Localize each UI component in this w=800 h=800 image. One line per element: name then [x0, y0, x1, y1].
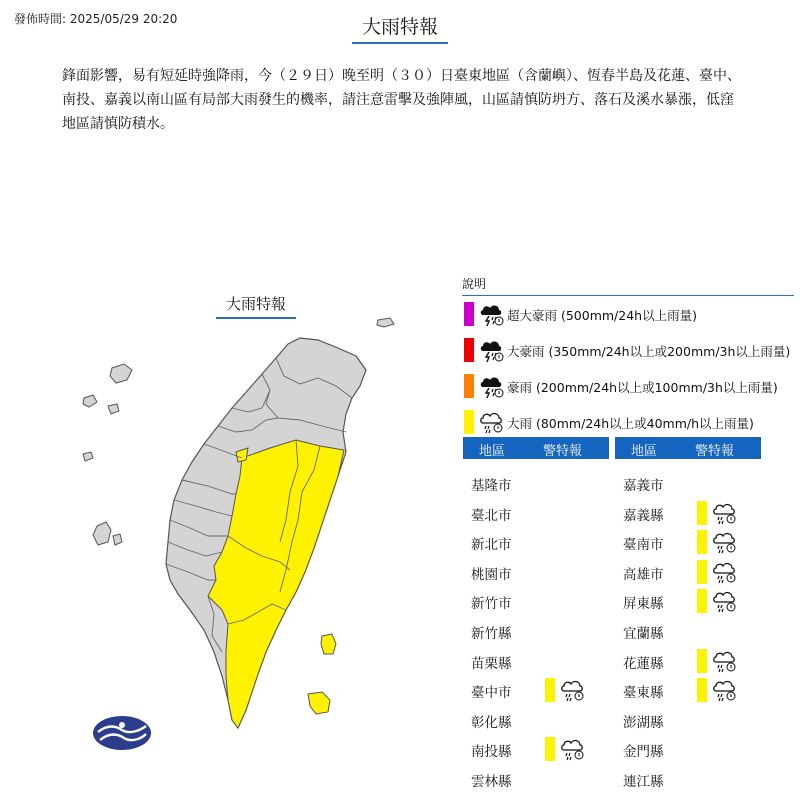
region-name: 宜蘭縣	[623, 626, 664, 642]
warning-icon	[559, 736, 585, 762]
warning-map	[0, 280, 460, 800]
region-name: 金門縣	[623, 744, 664, 761]
legend	[462, 275, 794, 440]
region-name: 基隆市	[471, 478, 512, 494]
legend-swatch	[464, 410, 474, 434]
heavy-rain-swatch	[545, 678, 555, 702]
region-name: 澎湖縣	[623, 714, 664, 731]
header-warning: 警特報	[695, 444, 735, 459]
region-name: 雲林縣	[471, 774, 512, 790]
thunderstorm-rain-icon	[478, 372, 504, 400]
warning-icon	[711, 529, 737, 555]
penghu-island	[113, 534, 122, 545]
legend-item	[462, 332, 794, 368]
region-name: 花蓮縣	[623, 655, 664, 672]
header-region: 地區	[479, 444, 506, 459]
thunderstorm-rain-icon	[478, 300, 504, 328]
rain-cloud-icon	[478, 408, 504, 436]
map-title: 大雨特報	[216, 293, 296, 319]
legend-icon	[478, 372, 504, 400]
heavy-rain-swatch	[697, 530, 707, 554]
rain-cloud-icon	[711, 588, 737, 614]
warning-icon	[711, 588, 737, 614]
green-island	[321, 634, 336, 654]
legend-items	[462, 296, 794, 440]
penghu-island	[110, 364, 132, 383]
cwa-logo-icon	[93, 716, 151, 750]
rain-cloud-icon	[711, 529, 737, 555]
penghu-island	[83, 395, 97, 407]
region-name: 臺東縣	[623, 685, 664, 702]
taiwan-map-svg	[0, 280, 460, 800]
warning-description: 鋒面影響，易有短延時強降雨，今（２９日）晚至明（３０）日臺東地區（含蘭嶼）、恆春半島及花蓮、臺中、南投、嘉義以南山區有局部大雨發生的機率，請注意雷擊及強陣風，山區請慎防坍方、落石及溪水暴漲，低窪地區請慎防積水。	[62, 68, 741, 132]
region-name: 新竹市	[471, 596, 512, 613]
legend-text: 豪雨 (200mm/24h以上或100mm/3h以上雨量)	[507, 380, 778, 395]
heavy-rain-swatch	[697, 589, 707, 613]
heavy-rain-swatch	[545, 737, 555, 761]
region-name: 桃園市	[471, 566, 512, 583]
region-name: 新北市	[471, 537, 512, 554]
legend-icon	[478, 336, 504, 364]
penghu-island	[108, 404, 119, 414]
region-name: 彰化縣	[471, 714, 512, 731]
page-title: 大雨特報	[352, 12, 448, 44]
region-name: 嘉義縣	[623, 507, 664, 524]
legend-swatch	[464, 374, 474, 398]
legend-swatch	[464, 338, 474, 362]
rain-cloud-icon	[711, 677, 737, 703]
rain-cloud-icon	[711, 500, 737, 526]
legend-item	[462, 296, 794, 332]
penghu-island	[83, 452, 93, 461]
heavy-rain-swatch	[697, 501, 707, 525]
publish-time: 發佈時間: 2025/05/29 20:20	[14, 12, 178, 26]
rain-cloud-icon	[559, 736, 585, 762]
warning-icon	[711, 500, 737, 526]
legend-text: 超大豪雨 (500mm/24h以上雨量)	[507, 308, 697, 323]
region-name: 屏東縣	[623, 596, 664, 613]
penghu-island	[93, 522, 111, 545]
rain-cloud-icon	[711, 648, 737, 674]
legend-item	[462, 404, 794, 440]
region-name: 臺南市	[623, 537, 664, 554]
region-name: 連江縣	[623, 774, 664, 790]
region-name: 苗栗縣	[471, 655, 512, 672]
region-name: 高雄市	[623, 566, 664, 583]
table-header	[615, 437, 761, 459]
legend-icon	[478, 300, 504, 328]
region-name: 臺中市	[471, 685, 512, 702]
legend-text: 大豪雨 (350mm/24h以上或200mm/3h以上雨量)	[507, 344, 791, 359]
islet	[377, 318, 394, 327]
region-name: 臺北市	[471, 507, 512, 524]
legend-text: 大雨 (80mm/24h以上或40mm/h以上雨量)	[507, 416, 754, 431]
heavy-rain-swatch	[697, 649, 707, 673]
region-name: 新竹縣	[471, 626, 512, 642]
warning-icon	[559, 677, 585, 703]
warning-icon	[711, 677, 737, 703]
thunderstorm-rain-icon	[478, 336, 504, 364]
legend-title: 說明	[462, 275, 794, 296]
region-name: 南投縣	[471, 744, 512, 761]
legend-item	[462, 368, 794, 404]
rain-cloud-icon	[559, 677, 585, 703]
rain-cloud-icon	[711, 559, 737, 585]
heavy-rain-swatch	[697, 560, 707, 584]
legend-swatch	[464, 302, 474, 326]
header-warning: 警特報	[543, 444, 583, 459]
orchid-island	[308, 692, 330, 714]
region-name: 嘉義市	[623, 478, 664, 494]
warning-icon	[711, 559, 737, 585]
heavy-rain-swatch	[697, 678, 707, 702]
table-header	[463, 437, 609, 459]
warning-icon	[711, 648, 737, 674]
header-region: 地區	[631, 444, 658, 459]
legend-icon	[478, 408, 504, 436]
